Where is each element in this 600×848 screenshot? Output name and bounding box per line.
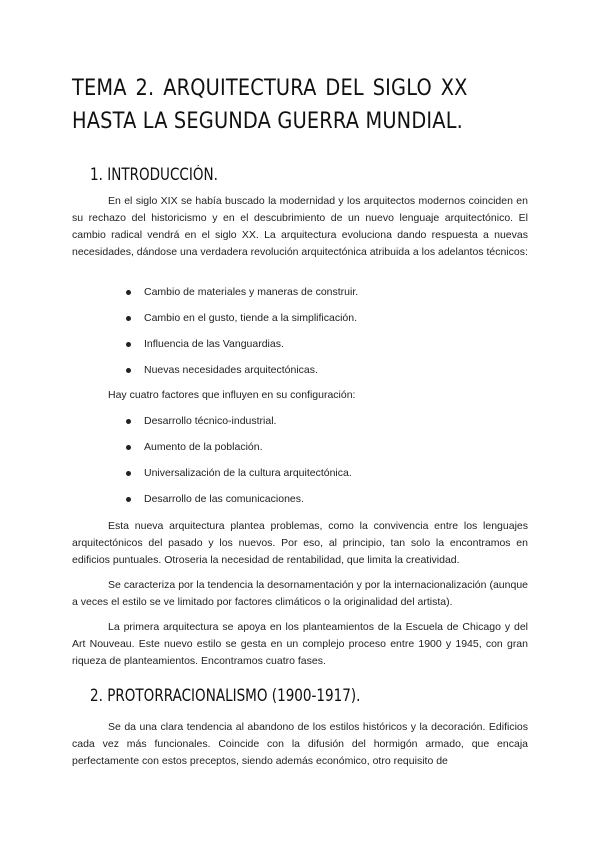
bullet-icon xyxy=(126,471,131,476)
origins-paragraph: La primera arquitectura se apoya en los planteamientos de la Escuela de Chicago y del Art Nouveau. Este nuevo estilo se gesta en un complejo proceso entre 1900 y 1945, con gran riqueza de planteamientos. Encontramos cuatro fases. xyxy=(72,621,528,667)
protorracionalismo-paragraph: Se da una clara tendencia al abandono de los estilos históricos y la decoración. Edificios cada vez más funcionales. Coincide con la difusión del hormigón armado, que encaja perfectamente con estos preceptos, siendo además económico, otro requisito de xyxy=(72,721,528,767)
bullet-icon xyxy=(126,316,131,321)
section-heading-protorracionalismo: 2. PROTORRACIONALISMO (1900-1917). xyxy=(90,686,361,705)
list-item: Cambio de materiales y maneras de construir. xyxy=(126,284,526,310)
bullet-icon xyxy=(126,290,131,295)
bullet-icon xyxy=(126,445,131,450)
list-item: Aumento de la población. xyxy=(126,439,526,465)
bullet-icon xyxy=(126,368,131,373)
bullet-list-technical-advances xyxy=(126,284,526,388)
list-item: Universalización de la cultura arquitectónica. xyxy=(126,465,526,491)
list-item: Influencia de las Vanguardias. xyxy=(126,336,526,362)
page-title: TEMA 2. ARQUITECTURA DEL SIGLO XX HASTA LA SEGUNDA GUERRA MUNDIAL. xyxy=(72,75,468,134)
bullet-list-factors xyxy=(126,413,526,517)
bullet-icon xyxy=(126,419,131,424)
bullet-icon xyxy=(126,342,131,347)
bullet-icon xyxy=(126,497,131,502)
list-item: Desarrollo de las comunicaciones. xyxy=(126,491,526,517)
list-item: Nuevas necesidades arquitectónicas. xyxy=(126,362,526,388)
list-item: Desarrollo técnico-industrial. xyxy=(126,413,526,439)
problems-paragraph: Esta nueva arquitectura plantea problemas, como la convivencia entre los lenguajes arquitectónicos del pasado y los nuevos. Por eso, al principio, tan solo la encontramos en edificios puntuales. Otroseria la necesidad de rentabilidad, que limita la creatividad. xyxy=(72,520,528,566)
list-item: Cambio en el gusto, tiende a la simplificación. xyxy=(126,310,526,336)
characteristics-paragraph: Se caracteriza por la tendencia la desornamentación y por la internacionalización (aunque a veces el estilo se ve limitado por factores climáticos o la originalidad del artista). xyxy=(72,579,528,608)
factors-intro-paragraph: Hay cuatro factores que influyen en su configuración: xyxy=(108,389,356,401)
intro-paragraph: En el siglo XIX se había buscado la modernidad y los arquitectos modernos coinciden en su rechazo del historicismo y en el descubrimiento de un nuevo lenguaje arquitectónico. El cambio radical vendrá en el siglo XX. La arquitectura evoluciona dando respuesta a nuevas necesidades, dándose una verdadera revolución arquitectónica atribuida a los adelantos técnicos: xyxy=(72,195,528,258)
section-heading-introduccion: 1. INTRODUCCIÓN. xyxy=(90,165,218,184)
